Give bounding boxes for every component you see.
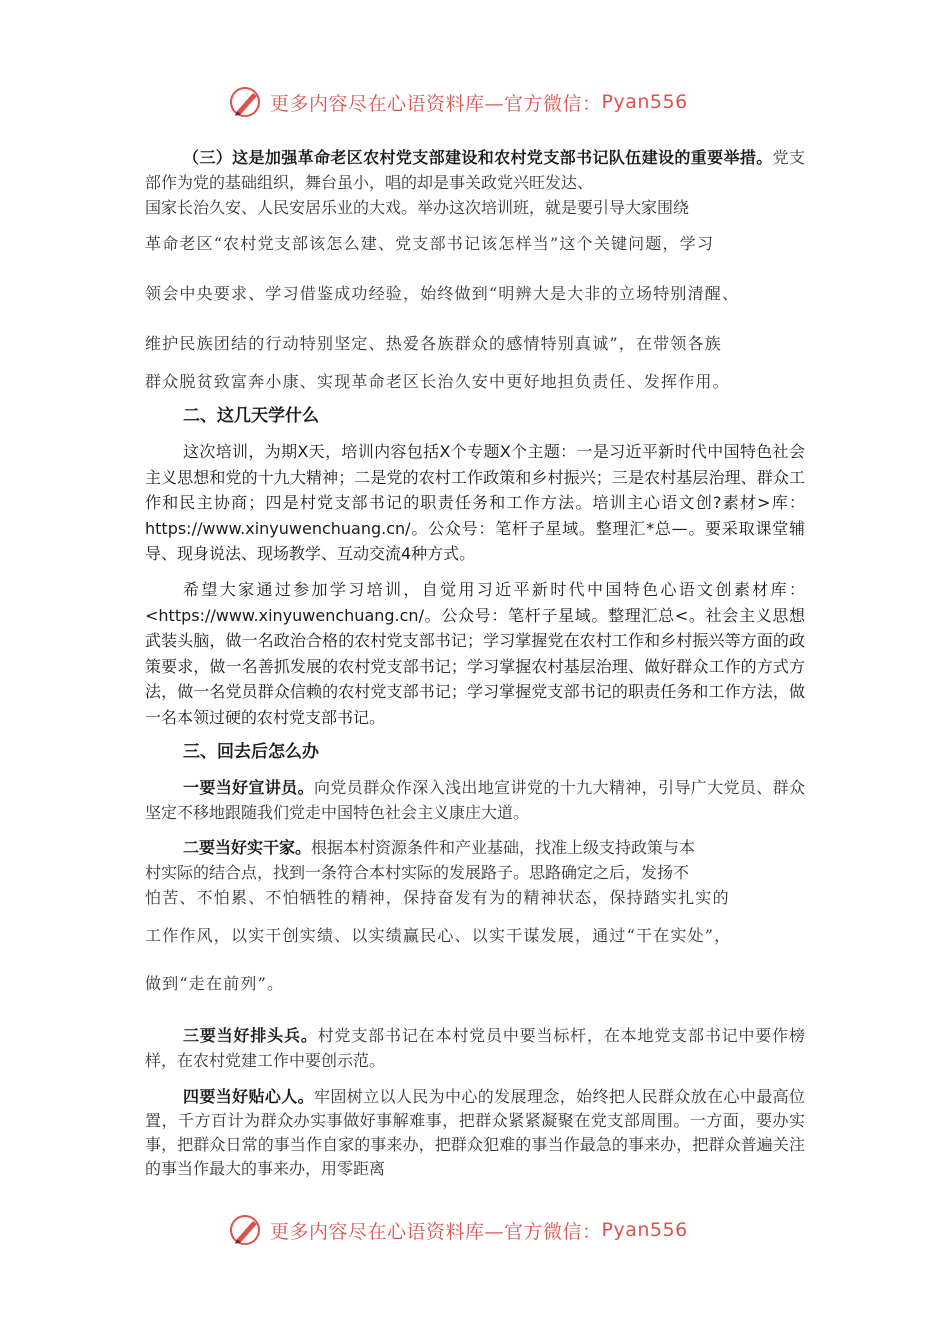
item4-bold: 四要当好贴心人。 (183, 1086, 315, 1106)
section3-bold-lead: （三）这是加强革命老区农村党支部建设和农村党支部书记队伍建设的重要举措。 (183, 148, 773, 167)
item4-paragraph (145, 1085, 805, 1181)
section3-line5: 维护民族团结的行动特别坚定、热爱各族群众的感情特别真诚”，在带领各族 (145, 334, 722, 353)
hope-paragraph: 希望大家通过参加学习培训，自觉用习近平新时代中国特色心语文创素材库：<https://www.xinyuwenchuang.cn/。公众号：笔杆子星域。整理汇总<。社会主义思想武装头脑，做一名政治合格的农村党支部书记；学习掌握党在农村工作和乡村振兴等方面的政策要求，做一名善抓发展的农村党支部书记；学习掌握农村基层治理、做好群众工作的方式方法，做一名党员群众信赖的农村党支部书记；学习掌握党支部书记的职责任务和工作方法，做一名本领过硬的农村党支部书记。 (145, 579, 805, 727)
section3-line3: 革命老区“农村党支部该怎么建、党支部书记该怎样当”这个关键问题，学习 (145, 234, 715, 253)
section3-line2-row (145, 195, 805, 220)
item2-line2: 村实际的结合点，找到一条符合本村实际的发展路子。思路确定之后，发扬不 (145, 862, 690, 882)
item2-line5: 做到“走在前列”。 (145, 973, 285, 993)
item2-paragraph (145, 835, 805, 860)
item2-line1: 根据本村资源条件和产业基础，找准上级支持政策与本 (311, 837, 696, 857)
item2-bold: 二要当好实干家。 (183, 837, 312, 857)
section3-line4-row (145, 281, 805, 307)
section3-line1: 党支部作为党的基础组织，舞台虽小，唱的却是事关政党兴旺发达、 (145, 148, 805, 192)
item4-text: 牢固树立以人民为中心的发展理念，始终把人民群众放在心中最高位置，千方百计为群众办实事做好事解难事，把群众紧紧凝聚在党支部周围。一方面，要办实事，把群众日常的事当作自家的事来办，把群众犯难的事当作最急的事来办，把群众普遍关注的事当作最大的事来办，用零距离 (145, 1086, 805, 1178)
section3-line3-row (145, 231, 805, 257)
section3-line6: 群众脱贫致富奔小康、实现革命老区长治久安中更好地担负责任、发挥作用。 (145, 372, 730, 391)
item3-bold: 三要当好排头兵。 (183, 1025, 318, 1045)
training-paragraph: 这次培训，为期X天，培训内容包括X个专题X个主题：一是习近平新时代中国特色社会主义思想和党的十九大精神；二是党的农村工作政策和乡村振兴；三是农村基层治理、群众工作和民主协商；四是村党支部书记的职责任务和工作方法。培训主心语文创?素材>库：https://www.xinyuwenchuang.cn/。公众号：笔杆子星域。整理汇*总—。要采取课堂辅导、现身说法、现场教学、互动交流4种方式。 (145, 442, 805, 564)
item2-line3: 怕苦、不怕累、不怕牺牲的精神，保持奋发有为的精神状态，保持踏实扎实的 (145, 887, 730, 907)
pen-logo-icon (228, 84, 264, 120)
banner-text: 更多内容尽在心语资料库—官方微信： (270, 92, 602, 115)
item1-paragraph (145, 775, 805, 825)
section3-line5-row (145, 331, 805, 357)
heading-what-to-learn: 二、这几天学什么 (183, 406, 319, 426)
item1-text: 向党员群众作深入浅出地宣讲党的十九大精神，引导广大党员、群众坚定不移地跟随我们党走中国特色社会主义康庄大道。 (145, 777, 805, 822)
item3-text: 村党支部书记在本村党员中要当标杆，在本地党支部书记中要作榜样，在农村党建工作中要创示范。 (145, 1025, 805, 1070)
heading-what-to-do: 三、回去后怎么办 (183, 741, 319, 762)
header-banner (228, 82, 728, 122)
item2-line4-row (145, 923, 805, 949)
footer-banner (228, 1210, 728, 1250)
section3-line2: 国家长治久安、人民安居乐业的大戏。举办这次培训班，就是要引导大家围绕 (145, 198, 690, 217)
section3-line4: 领会中央要求、学习借鉴成功经验，始终做到“明辨大是大非的立场特别清醒、 (145, 284, 740, 303)
item3-paragraph (145, 1023, 805, 1073)
banner-wechat: Pyan556 (601, 91, 688, 113)
banner-text: 更多内容尽在心语资料库—官方微信： (270, 1220, 602, 1243)
section3-paragraph (145, 145, 805, 195)
section3-line6-row (145, 369, 805, 395)
item2-line4: 工作作风，以实干创实绩、以实绩赢民心、以实干谋发展，通过“干在实处”， (145, 925, 732, 945)
pen-logo-icon (228, 1212, 264, 1248)
item1-bold: 一要当好宣讲员。 (183, 777, 315, 797)
banner-wechat: Pyan556 (601, 1219, 688, 1241)
item2-line3-row (145, 885, 805, 911)
item2-line5-row (145, 971, 805, 997)
item2-line2-row (145, 860, 805, 885)
document-body (145, 145, 805, 1181)
